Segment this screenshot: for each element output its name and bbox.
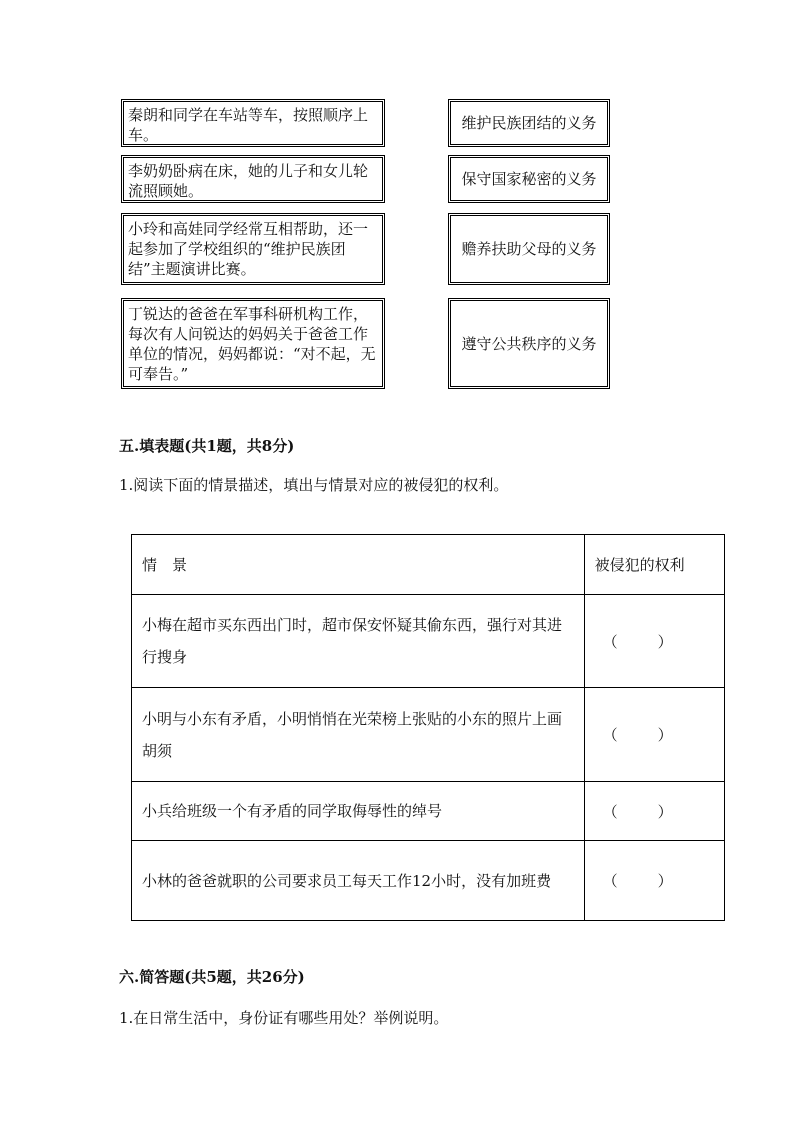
close-paren: ） (657, 726, 673, 744)
section-6-question: 1.在日常生活中，身份证有哪些用处？举例说明。 (119, 1009, 449, 1027)
answer-cell[interactable] (584, 595, 724, 688)
row-scene: 小林的爸爸就职的公司要求员工每天工作12小时，没有加班费 (132, 841, 585, 921)
scenario-box-4: 丁锐达的爸爸在军事科研机构工作，每次有人问锐达的妈妈关于爸爸工作单位的情况，妈妈都说：“对不起，无可奉告。” (121, 298, 385, 389)
open-paren: （ (602, 802, 618, 821)
row-scene: 小梅在超市买东西出门时，超市保安怀疑其偷东西，强行对其进行搜身 (132, 595, 585, 688)
row-scene: 小明与小东有矛盾，小明悄悄在光荣榜上张贴的小东的照片上画胡须 (132, 688, 585, 782)
scenario-box-2: 李奶奶卧病在床，她的儿子和女儿轮流照顾她。 (121, 155, 385, 203)
close-paren: ） (657, 802, 673, 821)
duty-box-1 (448, 99, 610, 147)
table-row (132, 841, 725, 921)
rights-table (131, 534, 725, 921)
open-paren: （ (602, 726, 618, 744)
header-scene: 情 景 (132, 535, 585, 595)
duty-box-2 (448, 155, 610, 203)
duty-label: 保守国家秘密的义务 (461, 170, 597, 188)
section-5-question: 1.阅读下面的情景描述，填出与情景对应的被侵犯的权利。 (119, 476, 509, 494)
open-paren: （ (602, 872, 618, 890)
close-paren: ） (657, 632, 673, 651)
header-right: 被侵犯的权利 (584, 535, 724, 595)
answer-cell[interactable] (584, 688, 724, 782)
scenario-box-1: 秦朗和同学在车站等车，按照顺序上车。 (121, 99, 385, 147)
section-6-title: 六.简答题(共5题，共26分) (119, 968, 305, 986)
open-paren: （ (602, 632, 618, 651)
table-row (132, 595, 725, 688)
scenario-box-3: 小玲和高娃同学经常互相帮助，还一起参加了学校组织的“维护民族团结”主题演讲比赛。 (121, 213, 385, 285)
duty-label: 遵守公共秩序的义务 (461, 334, 597, 353)
duty-box-4 (448, 298, 610, 389)
table-row (132, 782, 725, 841)
table-row (132, 688, 725, 782)
duty-label: 维护民族团结的义务 (461, 114, 597, 132)
row-scene: 小兵给班级一个有矛盾的同学取侮辱性的绰号 (132, 782, 585, 841)
answer-cell[interactable] (584, 841, 724, 921)
section-5-title: 五.填表题(共1题，共8分) (119, 437, 295, 455)
duty-label: 赡养扶助父母的义务 (461, 240, 597, 258)
table-header-row (132, 535, 725, 595)
close-paren: ） (657, 872, 673, 890)
duty-box-3 (448, 213, 610, 285)
answer-cell[interactable] (584, 782, 724, 841)
